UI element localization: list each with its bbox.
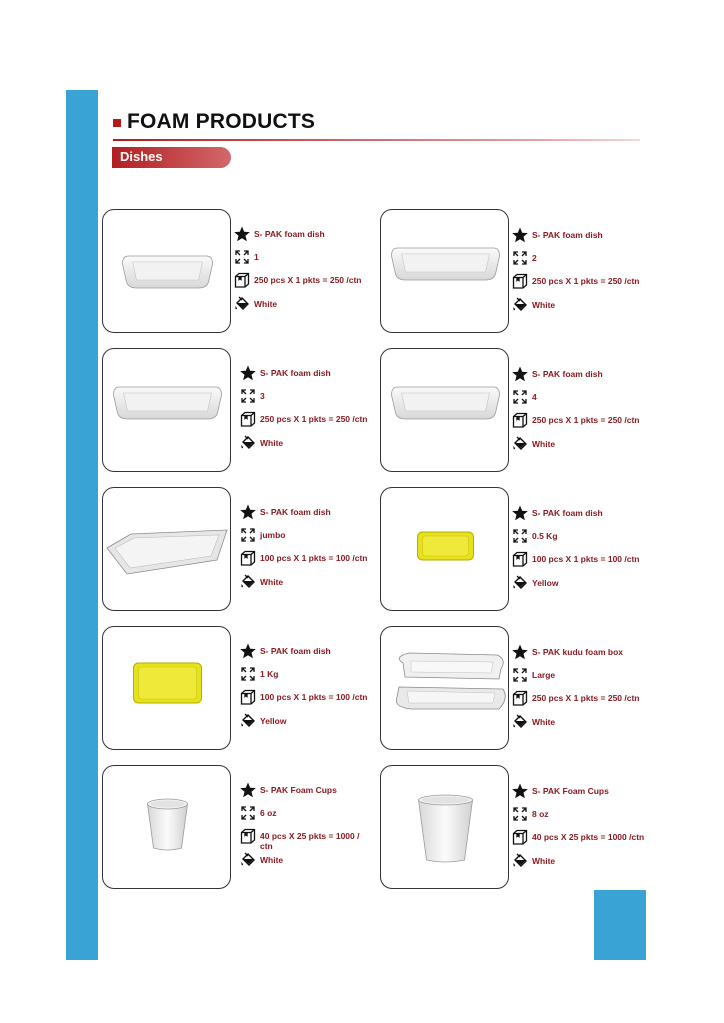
product-name: S- PAK foam dish <box>532 369 603 379</box>
paint-bucket-icon <box>240 435 256 451</box>
white-tray-image <box>381 349 509 472</box>
product-pack: 250 pcs X 1 pkts = 250 /ctn <box>532 693 640 703</box>
product-size: 2 <box>532 253 537 263</box>
expand-arrows-icon <box>512 806 528 822</box>
product-color-row <box>512 436 555 452</box>
star-icon <box>234 226 250 242</box>
product-pack: 250 pcs X 1 pkts = 250 /ctn <box>254 275 362 285</box>
product-size: jumbo <box>260 530 286 540</box>
star-icon <box>240 504 256 520</box>
star-icon <box>240 365 256 381</box>
product-name: S- PAK foam dish <box>254 229 325 239</box>
product-pack: 250 pcs X 1 pkts = 250 /ctn <box>532 415 640 425</box>
product-pack-row <box>240 411 368 427</box>
product-image-card <box>380 487 509 611</box>
box-icon <box>240 411 256 427</box>
box-icon <box>234 272 250 288</box>
hinged-box-image <box>381 627 509 750</box>
product-color-row <box>240 574 283 590</box>
product-name-row <box>512 783 609 799</box>
foam-cup-image <box>381 766 509 889</box>
paint-bucket-icon <box>512 575 528 591</box>
product-size-row <box>512 389 537 405</box>
box-icon <box>512 551 528 567</box>
product-size-row <box>512 806 549 822</box>
product-color-row <box>512 853 555 869</box>
box-icon <box>240 550 256 566</box>
box-icon <box>512 829 528 845</box>
product-pack: 250 pcs X 1 pkts = 250 /ctn <box>260 414 368 424</box>
product-name: S- PAK Foam Cups <box>260 785 337 795</box>
product-size: 1 <box>254 252 259 262</box>
product-name: S- PAK foam dish <box>260 646 331 656</box>
product-color: White <box>254 299 278 309</box>
expand-arrows-icon <box>240 527 256 543</box>
product-name-row <box>240 504 331 520</box>
yellow-tray-image <box>103 627 231 750</box>
product-size-row <box>512 528 558 544</box>
yellow-tray-image <box>381 488 509 611</box>
star-icon <box>512 644 528 660</box>
product-size: 4 <box>532 392 537 402</box>
expand-arrows-icon <box>234 249 250 265</box>
product-color: White <box>260 438 284 448</box>
expand-arrows-icon <box>240 666 256 682</box>
product-size-row <box>240 805 277 821</box>
product-image-card <box>380 348 509 472</box>
foam-cup-image <box>103 766 231 889</box>
product-name: S- PAK foam dish <box>260 507 331 517</box>
expand-arrows-icon <box>240 805 256 821</box>
product-pack-row <box>240 689 368 705</box>
paint-bucket-icon <box>240 574 256 590</box>
product-image-card <box>102 765 231 889</box>
product-pack-row <box>512 412 640 428</box>
product-name-row <box>512 227 603 243</box>
product-color-row <box>512 714 555 730</box>
product-color: Yellow <box>260 716 287 726</box>
product-color-row <box>240 852 283 868</box>
paint-bucket-icon <box>512 297 528 313</box>
product-size: 0.5 Kg <box>532 531 558 541</box>
star-icon <box>240 643 256 659</box>
white-tray-image <box>381 210 509 333</box>
product-pack: 40 pcs X 25 pkts = 1000 /ctn <box>532 832 645 842</box>
expand-arrows-icon <box>512 250 528 266</box>
paint-bucket-icon <box>512 436 528 452</box>
product-size: 6 oz <box>260 808 277 818</box>
box-icon <box>240 689 256 705</box>
product-name-row <box>240 782 337 798</box>
product-name: S- PAK kudu foam box <box>532 647 623 657</box>
product-size-row <box>512 250 537 266</box>
product-size-row <box>512 667 555 683</box>
product-size: 1 Kg <box>260 669 279 679</box>
product-name-row <box>512 505 603 521</box>
product-pack-row <box>512 829 644 845</box>
box-icon <box>240 828 256 844</box>
product-name-row <box>512 366 603 382</box>
product-name-row <box>234 226 325 242</box>
left-accent-bar <box>66 90 98 960</box>
star-icon <box>512 227 528 243</box>
product-size-row <box>240 666 278 682</box>
product-name-row <box>240 365 331 381</box>
product-image-card <box>102 209 231 333</box>
product-pack: 100 pcs X 1 pkts = 100 /ctn <box>260 692 368 702</box>
product-pack: 40 pcs X 25 pkts = 1000 / ctn <box>260 831 360 851</box>
paint-bucket-icon <box>234 296 250 312</box>
title-divider <box>113 139 640 141</box>
box-icon <box>512 273 528 289</box>
product-image-card <box>102 348 231 472</box>
product-pack: 250 pcs X 1 pkts = 250 /ctn <box>532 276 640 286</box>
product-pack-row <box>240 550 368 566</box>
product-color-row <box>234 296 277 312</box>
product-pack-row <box>234 272 362 288</box>
product-size-row <box>240 388 265 404</box>
product-color: White <box>532 300 556 310</box>
star-icon <box>512 783 528 799</box>
product-color-row <box>512 575 558 591</box>
corner-accent-box <box>594 890 646 960</box>
product-pack: 100 pcs X 1 pkts = 100 /ctn <box>260 553 368 563</box>
product-color-row <box>512 297 555 313</box>
paint-bucket-icon <box>512 714 528 730</box>
star-icon <box>240 782 256 798</box>
paint-bucket-icon <box>240 713 256 729</box>
product-image-card <box>380 765 509 889</box>
product-pack-row <box>240 828 368 851</box>
product-name: S- PAK Foam Cups <box>532 786 609 796</box>
product-size: 8 oz <box>532 809 549 819</box>
product-pack-row <box>512 273 640 289</box>
product-name-row <box>512 644 623 660</box>
section-label: Dishes <box>112 147 231 168</box>
product-pack-row <box>512 690 640 706</box>
product-name: S- PAK foam dish <box>532 230 603 240</box>
product-size-row <box>240 527 286 543</box>
product-color-row <box>240 435 283 451</box>
product-color: White <box>532 856 556 866</box>
white-tray-image <box>103 210 231 333</box>
product-color: Yellow <box>532 578 559 588</box>
product-size: 3 <box>260 391 265 401</box>
product-name-row <box>240 643 331 659</box>
product-color-row <box>240 713 286 729</box>
expand-arrows-icon <box>512 667 528 683</box>
product-pack: 100 pcs X 1 pkts = 100 /ctn <box>532 554 640 564</box>
expand-arrows-icon <box>512 389 528 405</box>
expand-arrows-icon <box>240 388 256 404</box>
product-image-card <box>102 626 231 750</box>
product-image-card <box>380 626 509 750</box>
paint-bucket-icon <box>240 852 256 868</box>
product-image-card <box>380 209 509 333</box>
product-color: White <box>260 577 284 587</box>
white-tray-image <box>103 349 231 472</box>
product-name: S- PAK foam dish <box>260 368 331 378</box>
product-size: Large <box>532 670 556 680</box>
product-size-row <box>234 249 259 265</box>
product-color: White <box>532 717 556 727</box>
box-icon <box>512 412 528 428</box>
star-icon <box>512 366 528 382</box>
page-title: FOAM PRODUCTS <box>127 110 316 133</box>
product-color: White <box>260 855 284 865</box>
paint-bucket-icon <box>512 853 528 869</box>
expand-arrows-icon <box>512 528 528 544</box>
white-flat-tray-image <box>103 488 231 611</box>
product-name: S- PAK foam dish <box>532 508 603 518</box>
product-pack-row <box>512 551 640 567</box>
product-image-card <box>102 487 231 611</box>
star-icon <box>512 505 528 521</box>
title-bullet <box>113 119 121 127</box>
box-icon <box>512 690 528 706</box>
product-color: White <box>532 439 556 449</box>
